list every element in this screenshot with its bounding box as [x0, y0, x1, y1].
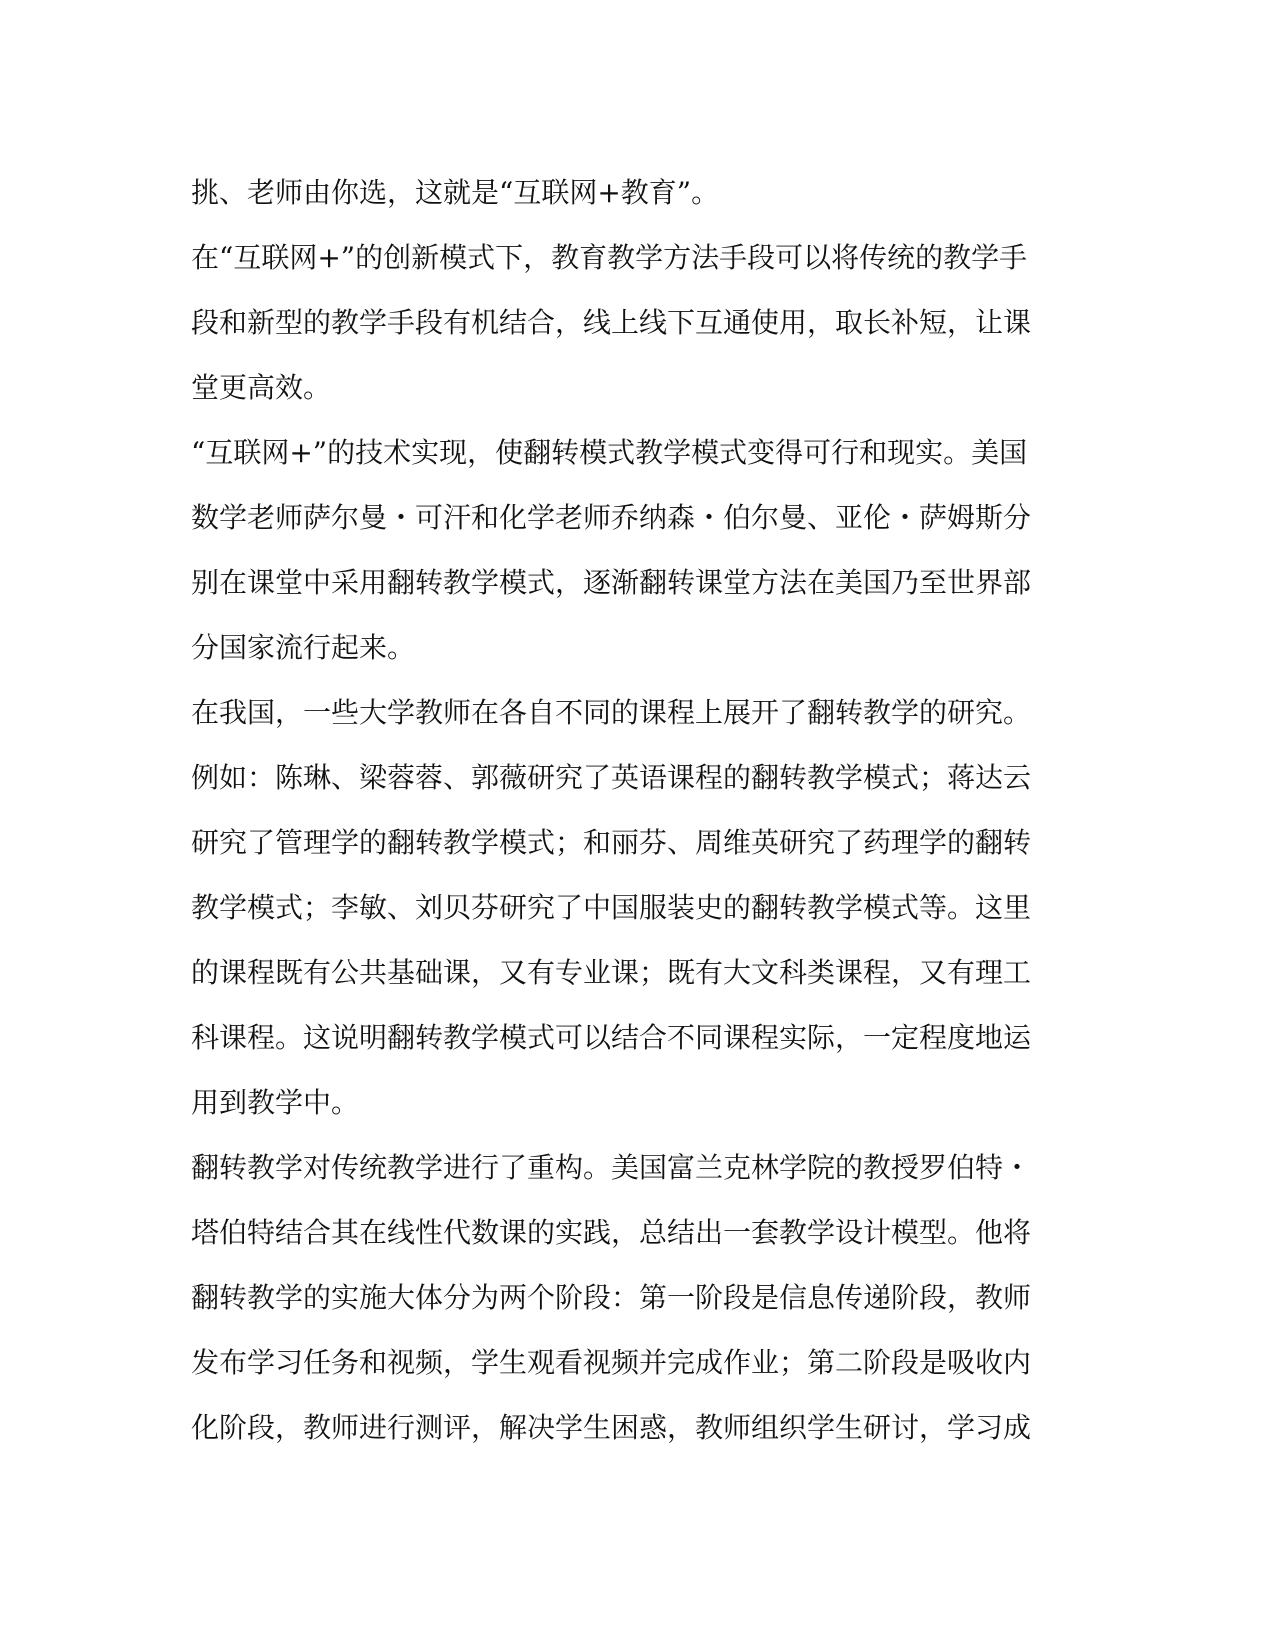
document-body	[191, 160, 1081, 1460]
text-line: 教学模式；李敏、刘贝芬研究了中国服装史的翻转教学模式等。这里	[191, 891, 1032, 924]
text-line: 塔伯特结合其在线性代数课的实践，总结出一套教学设计模型。他将	[191, 1216, 1032, 1249]
text-line: 段和新型的教学手段有机结合，线上线下互通使用，取长补短，让课	[191, 306, 1032, 339]
text-line: 的课程既有公共基础课，又有专业课；既有大文科类课程，又有理工	[191, 956, 1032, 989]
text-line: 研究了管理学的翻转教学模式；和丽芬、周维英研究了药理学的翻转	[191, 826, 1032, 859]
text-line: 科课程。这说明翻转教学模式可以结合不同课程实际，一定程度地运	[191, 1021, 1032, 1054]
text-line: 翻转教学的实施大体分为两个阶段：第一阶段是信息传递阶段，教师	[191, 1281, 1032, 1314]
text-line: 用到教学中。	[191, 1086, 360, 1119]
text-line: 化阶段，教师进行测评，解决学生困惑，教师组织学生研讨，学习成	[191, 1411, 1032, 1444]
text-line: 在我国，一些大学教师在各自不同的课程上展开了翻转教学的研究。	[191, 696, 1032, 729]
text-line: 翻转教学对传统教学进行了重构。美国富兰克林学院的教授罗伯特・	[191, 1151, 1032, 1184]
text-line: 数学老师萨尔曼・可汗和化学老师乔纳森・伯尔曼、亚伦・萨姆斯分	[191, 501, 1032, 534]
text-line: 发布学习任务和视频，学生观看视频并完成作业；第二阶段是吸收内	[191, 1346, 1032, 1379]
text-line: 别在课堂中采用翻转教学模式，逐渐翻转课堂方法在美国乃至世界部	[191, 566, 1032, 599]
text-line: 例如：陈琳、梁蓉蓉、郭薇研究了英语课程的翻转教学模式；蒋达云	[191, 761, 1032, 794]
text-line: 在“互联网+”的创新模式下，教育教学方法手段可以将传统的教学手	[191, 241, 1028, 274]
text-line: 挑、老师由你选，这就是“互联网+教育”。	[191, 176, 720, 209]
text-line: “互联网+”的技术实现，使翻转模式教学模式变得可行和现实。美国	[191, 436, 1028, 469]
text-line: 分国家流行起来。	[191, 631, 416, 664]
text-line: 堂更高效。	[191, 371, 332, 404]
